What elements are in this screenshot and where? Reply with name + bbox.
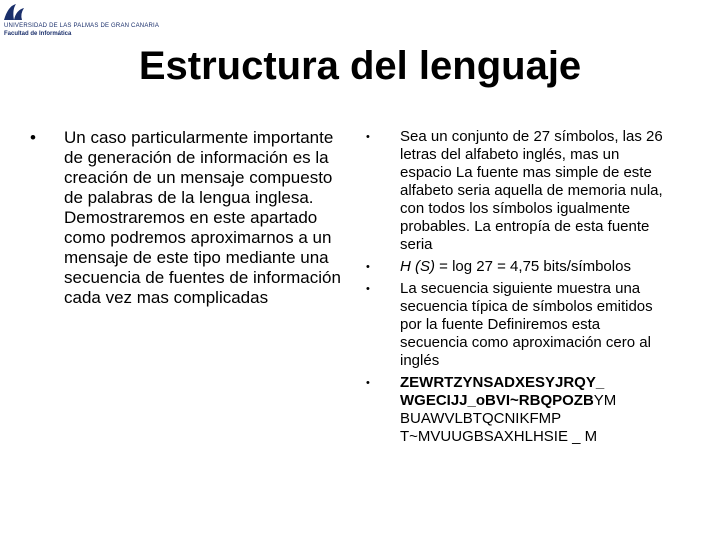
- bullet-icon: •: [366, 131, 370, 143]
- university-seal-icon: [2, 2, 26, 22]
- bullet-icon: •: [366, 283, 370, 295]
- entropy-symbol: H (S): [400, 258, 435, 275]
- left-column: [30, 128, 345, 308]
- left-bullet-item: [30, 128, 345, 308]
- university-logo: [0, 0, 160, 42]
- slide-title: Estructura del lenguaje: [138, 44, 582, 88]
- faculty-name: Facultad de Informática: [4, 31, 72, 37]
- right-bullet-text-1: Sea un conjunto de 27 símbolos, las 26 letras del alfabeto inglés, mas un espacio La fuente mas simple de este alfabeto seria aquella de memoria nula, con todos los símbolos igualmente probables. La entropía de esta fuente seria: [400, 128, 663, 253]
- entropy-value: = log 27 = 4,75 bits/símbolos: [435, 258, 631, 275]
- sequence-bold: ZEWRTZYNSADXESYJRQY_ WGECIJJ_oBVI~RBQPOZB: [400, 374, 605, 409]
- right-bullet-text-3: La secuencia siguiente muestra una secuencia típica de símbolos emitidos por la fuente Definiremos esta secuencia como aproximación cero al inglés: [400, 280, 653, 369]
- bullet-icon: •: [30, 128, 36, 147]
- bullet-icon: •: [366, 261, 370, 273]
- university-name: UNIVERSIDAD DE LAS PALMAS DE GRAN CANARIA: [4, 23, 160, 29]
- right-column: [366, 128, 666, 446]
- sequence-rest: YM BUAWVLBTQCNIKFMP T~MVUUGBSAXHLHSIE _ M: [400, 392, 617, 445]
- right-bullet-item-2: [366, 258, 666, 276]
- left-bullet-text: Un caso particularmente importante de generación de información es la creación de un mensaje compuesto de palabras de la lengua inglesa. Demostraremos en este apartado como podremos aproximarnos a un mensaje de este tipo mediante una secuencia de fuentes de información cada vez mas complicadas: [64, 128, 341, 307]
- right-bullet-item-3: [366, 280, 666, 370]
- right-bullet-item-4: [366, 374, 666, 446]
- bullet-icon: •: [366, 377, 370, 389]
- right-bullet-item-1: [366, 128, 666, 254]
